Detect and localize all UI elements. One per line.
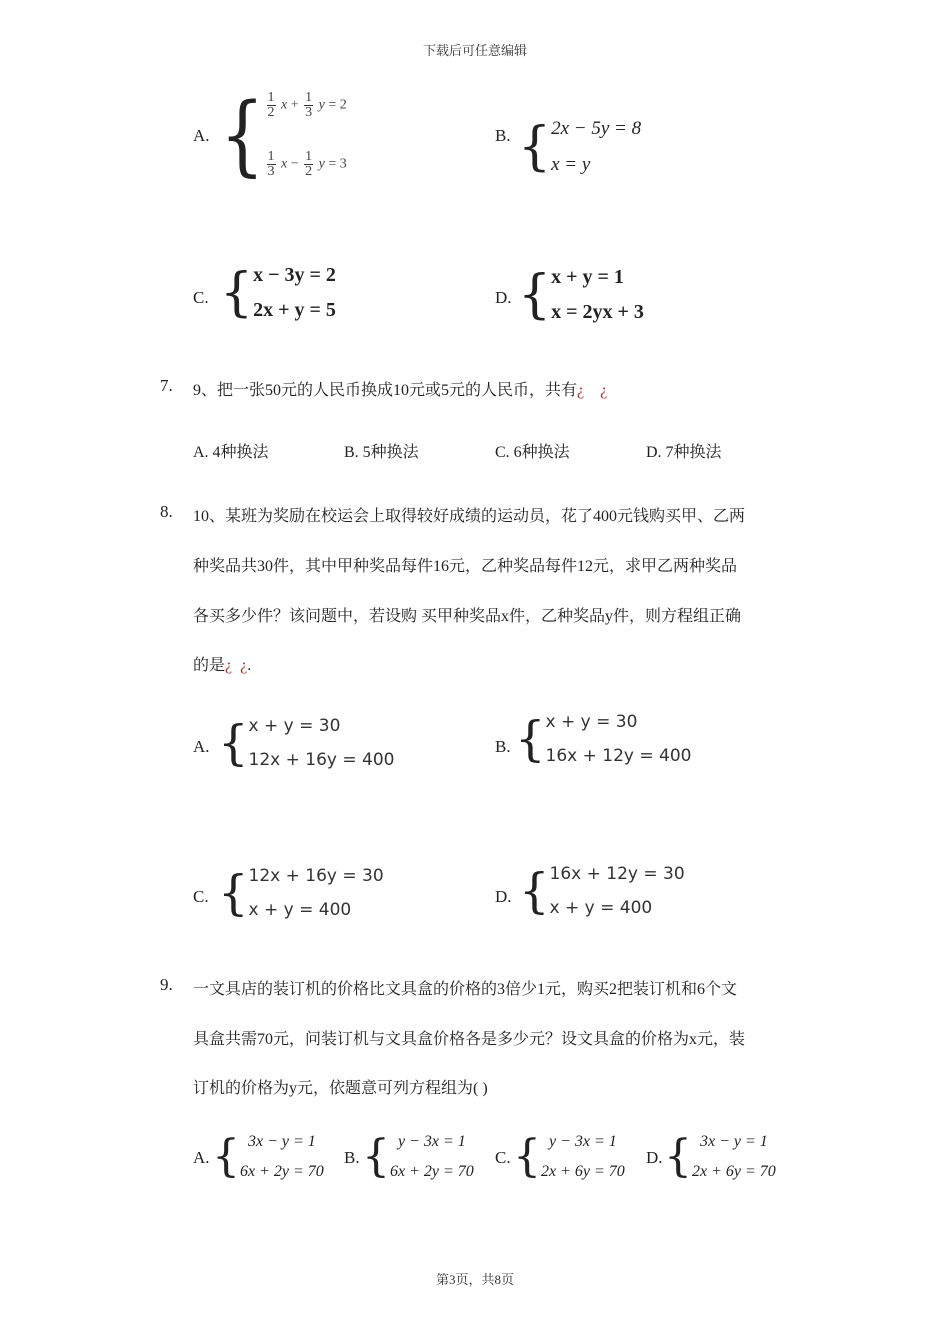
q9-option-a-label: A. <box>193 1148 210 1167</box>
q8-b-eq1: x + y = 30 <box>545 712 638 732</box>
q9-b-eq1: y − 3x = 1 <box>398 1133 466 1150</box>
q9-b-eq2: 6x + 2y = 70 <box>390 1163 474 1180</box>
q6-option-c-label: C. <box>193 288 209 307</box>
q8-line-3: 各买多少件？该问题中，若设购 买甲种奖品x件，乙种奖品y件，则方程组正确 <box>193 608 742 625</box>
q8-c-eq2: x + y = 400 <box>248 900 352 920</box>
q9-a-eq2: 6x + 2y = 70 <box>240 1163 324 1180</box>
q8-number: 8. <box>160 502 173 521</box>
q8-option-b-label: B. <box>495 737 511 756</box>
page-footer: 第3页，共8页 <box>435 1272 514 1287</box>
q6-option-d-system <box>518 264 644 326</box>
q6-option-a-label: A. <box>193 126 210 145</box>
q8-line-1: 10、某班为奖励在校运会上取得较好成绩的运动员，花了400元钱购买甲、乙两 <box>193 508 746 525</box>
brace-icon: { <box>513 1131 541 1182</box>
q7-option-d: D. 7种换法 <box>646 444 722 461</box>
q6-a-eq2: $\frac{1}{3}$ x − $\frac{1}{2}$ y = 3 <box>267 149 347 179</box>
q8-option-d-label: D. <box>495 887 512 906</box>
brace-icon: { <box>664 1131 692 1182</box>
brace-icon: { <box>362 1131 390 1182</box>
q9-line-1: 一文具店的装订机的价格比文具盒的价格的3倍少1元，购买2把装订机和6个文 <box>193 981 738 998</box>
q8-d-eq2: x + y = 400 <box>549 898 653 918</box>
brace-icon: { <box>519 863 550 919</box>
brace-icon: { <box>220 263 254 323</box>
page-header: 下载后可任意编辑 <box>422 43 527 58</box>
q9-c-eq1: y − 3x = 1 <box>549 1133 617 1150</box>
q9-d-eq2: 2x + 6y = 70 <box>692 1163 776 1180</box>
q6-d-eq2: x = 2yx + 3 <box>551 301 644 323</box>
q9-option-b-system <box>362 1132 474 1182</box>
q8-b-eq2: 16x + 12y = 400 <box>545 746 692 766</box>
q8-line-4: 的是¿ ¿. <box>193 657 252 674</box>
q9-option-a-system <box>212 1132 324 1182</box>
q8-a-eq1: x + y = 30 <box>248 716 341 736</box>
q9-option-d-label: D. <box>646 1148 663 1167</box>
q6-b-eq1: 2x − 5y = 8 <box>551 118 642 139</box>
q9-option-c-system <box>513 1132 625 1182</box>
q6-c-eq2: 2x + y = 5 <box>253 299 336 321</box>
q6-d-eq1: x + y = 1 <box>551 266 624 288</box>
brace-icon: { <box>220 83 265 187</box>
q9-c-eq2: 2x + 6y = 70 <box>541 1163 625 1180</box>
q8-line-2: 种奖品共30件，其中甲种奖品每件16元，乙种奖品每件12元，求甲乙两种奖品 <box>193 558 738 575</box>
q9-d-eq1: 3x − y = 1 <box>700 1133 768 1150</box>
q7-option-b: B. 5种换法 <box>344 444 419 461</box>
q9-number: 9. <box>160 975 173 994</box>
brace-icon: { <box>218 715 249 771</box>
q6-option-c-system <box>220 262 336 324</box>
brace-icon: { <box>518 117 552 177</box>
q7-option-c: C. 6种换法 <box>495 444 570 461</box>
q6-option-b-system <box>518 116 641 178</box>
q8-option-b-system <box>515 710 691 768</box>
q6-option-d-label: D. <box>495 288 512 307</box>
brace-icon: { <box>518 265 552 325</box>
q7-text: 9、把一张50元的人民币换成10元或5元的人民币，共有¿ ¿ <box>193 382 608 399</box>
brace-icon: { <box>212 1131 240 1182</box>
q8-option-d-system <box>519 862 685 920</box>
q8-blank: ¿ ¿ <box>225 657 248 674</box>
q8-option-c-system <box>218 864 384 922</box>
q7-option-a: A. 4种换法 <box>193 444 269 461</box>
q8-c-eq1: 12x + 16y = 30 <box>248 866 384 886</box>
q6-option-b-label: B. <box>495 126 511 145</box>
q9-line-3: 订机的价格为y元，依题意可列方程组为( ) <box>193 1080 488 1097</box>
q9-option-b-label: B. <box>344 1148 360 1167</box>
q7-blank: ¿ ¿ <box>577 382 608 399</box>
q8-a-eq2: 12x + 16y = 400 <box>248 750 395 770</box>
q8-option-a-label: A. <box>193 737 210 756</box>
q7-number: 7. <box>160 376 173 395</box>
q6-option-a-system <box>220 83 347 187</box>
q9-option-c-label: C. <box>495 1148 511 1167</box>
q8-option-a-system <box>218 714 394 772</box>
q9-a-eq1: 3x − y = 1 <box>248 1133 316 1150</box>
q8-option-c-label: C. <box>193 887 209 906</box>
q8-d-eq1: 16x + 12y = 30 <box>549 864 685 884</box>
q6-c-eq1: x − 3y = 2 <box>253 264 336 286</box>
q6-b-eq2: x = y <box>551 154 591 175</box>
brace-icon: { <box>515 711 546 767</box>
q6-a-eq1: $\frac{1}{2}$ x + $\frac{1}{3}$ y = 2 <box>267 90 347 120</box>
q9-option-d-system <box>664 1132 776 1182</box>
brace-icon: { <box>218 865 249 921</box>
q9-line-2: 具盒共需70元，问装订机与文具盒价格各是多少元？设文具盒的价格为x元，装 <box>193 1031 746 1048</box>
